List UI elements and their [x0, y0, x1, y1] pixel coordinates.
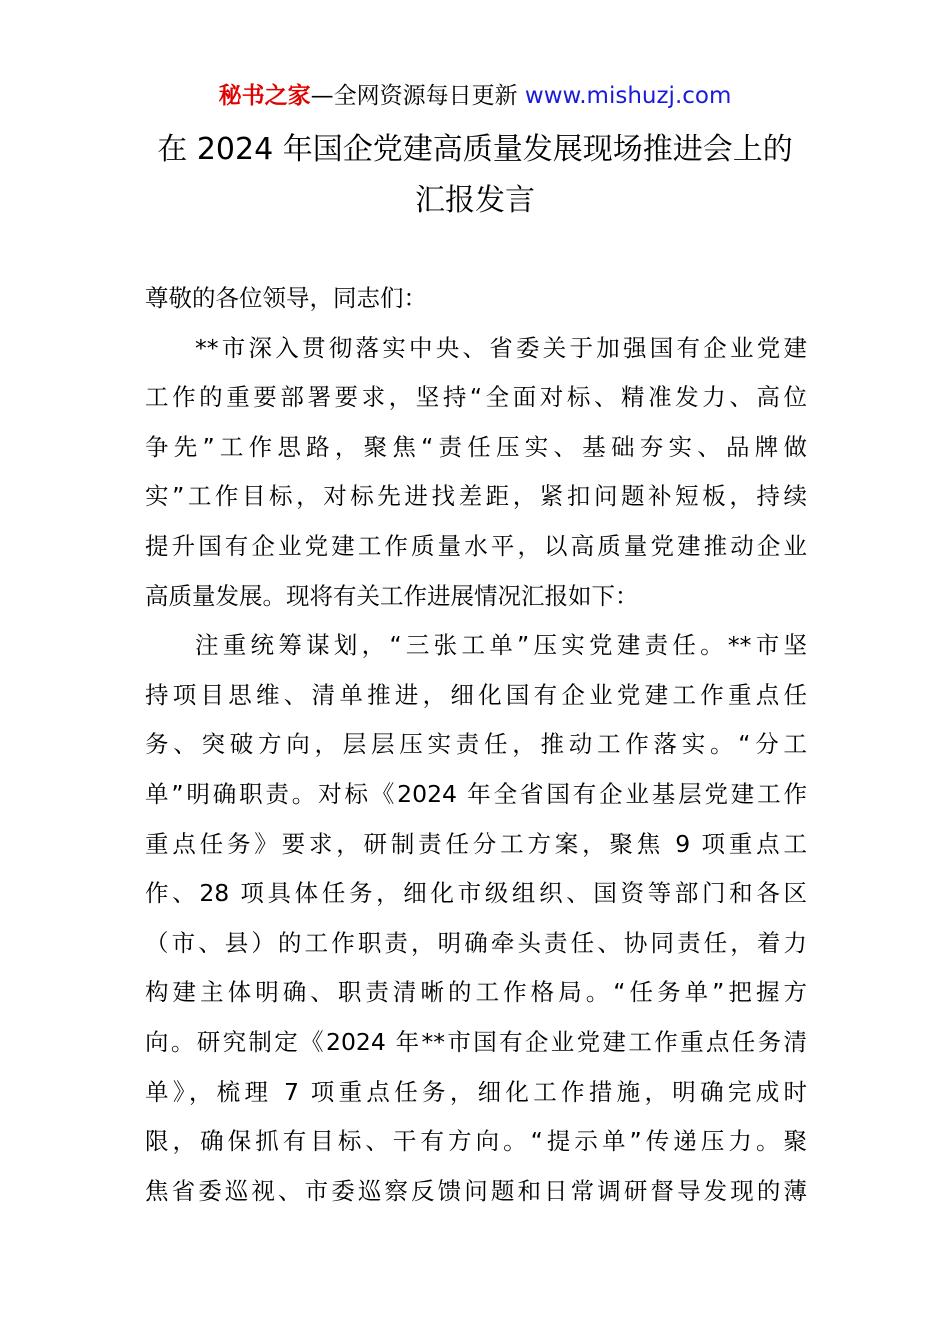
paragraph-line: 单”明确职责。对标《2024 年全省国有企业基层党建工作	[145, 779, 807, 808]
paragraph-line: 高质量发展。现将有关工作进展情况汇报如下：	[145, 581, 639, 610]
paragraph-line: 注重统筹谋划，“三张工单”压实党建责任。**市坚	[195, 631, 807, 660]
paragraph-line: 提升国有企业党建工作质量水平，以高质量党建推动企业	[145, 531, 807, 560]
paragraph-line: 持项目思维、清单推进，细化国有企业党建工作重点任	[145, 680, 807, 709]
paragraph-planning	[145, 621, 807, 1216]
paragraph-line: 重点任务》要求，研制责任分工方案，聚焦 9 项重点工	[145, 829, 807, 858]
salutation: 尊敬的各位领导，同志们：	[145, 284, 427, 312]
paragraph-line: 务、突破方向，层层压实责任，推动工作落实。“分工	[145, 730, 807, 759]
paragraph-intro	[145, 324, 807, 622]
site-header	[0, 80, 950, 112]
paragraph-line: 争先”工作思路，聚焦“责任压实、基础夯实、品牌做	[145, 432, 807, 461]
paragraph-line: 作、28 项具体任务，细化市级组织、国资等部门和各区	[145, 879, 807, 908]
paragraph-line: 实”工作目标，对标先进找差距，紧扣问题补短板，持续	[145, 482, 807, 511]
paragraph-line: 工作的重要部署要求，坚持“全面对标、精准发力、高位	[145, 383, 807, 412]
document-body	[145, 274, 807, 1216]
paragraph-line: 向。研究制定《2024 年**市国有企业党建工作重点任务清	[145, 1027, 807, 1056]
paragraph-line: 构建主体明确、职责清晰的工作格局。“任务单”把握方	[145, 978, 807, 1007]
paragraph-line: **市深入贯彻落实中央、省委关于加强国有企业党建	[195, 333, 807, 362]
site-url-link[interactable]: www.mishuzj.com	[524, 83, 732, 109]
header-tagline: —全网资源每日更新	[310, 83, 525, 109]
paragraph-line: 焦省委巡视、市委巡察反馈问题和日常调研督导发现的薄	[145, 1176, 807, 1205]
brand-name: 秘书之家	[218, 83, 311, 109]
paragraph-line: （市、县）的工作职责，明确牵头责任、协同责任，着力	[145, 928, 807, 957]
title-line-2: 汇报发言	[415, 183, 535, 218]
title-line-1: 在 2024 年国企党建高质量发展现场推进会上的	[157, 132, 793, 167]
document-title	[0, 124, 950, 226]
paragraph-line: 限，确保抓有目标、干有方向。“提示单”传递压力。聚	[145, 1127, 807, 1156]
paragraph-line: 单》，梳理 7 项重点任务，细化工作措施，明确完成时	[145, 1077, 807, 1106]
